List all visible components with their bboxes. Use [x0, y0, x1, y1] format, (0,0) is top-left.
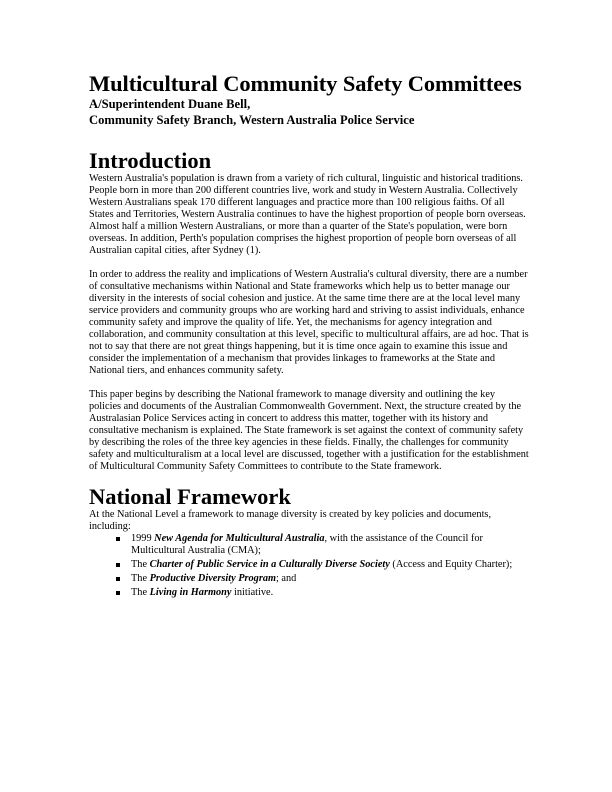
author-line: A/Superintendent Duane Bell,: [89, 97, 251, 111]
list-item: 1999 New Agenda for Multicultural Australia, with the assistance of the Council for Multicultural Australia (CMA);: [89, 533, 529, 557]
document-page: [89, 72, 529, 601]
square-bullet-icon: [116, 563, 120, 567]
list-item: The Productive Diversity Program; and: [89, 573, 529, 585]
section-heading-introduction: Introduction: [89, 148, 212, 173]
document-title: Multicultural Community Safety Committees: [89, 71, 522, 96]
intro-paragraph-3: This paper begins by describing the National framework to manage diversity and outlining the key policies and documents of the Australian Commonwealth Government. Next, the structure created by the Australasian Police Services acting in concert to address this matter, together with its history and consultative mechanism is explained. The State framework is set against the context of community safety by describing the roles of the three key agencies in these fields. Finally, the challenges for community safety and multiculturalism at a local level are discussed, together with a justification for the establishment of Multicultural Community Safety Committees to contribute to the State framework.: [89, 389, 529, 472]
list-item: The Charter of Public Service in a Culturally Diverse Society (Access and Equity Charter);: [89, 559, 529, 571]
list-item: The Living in Harmony initiative.: [89, 587, 529, 599]
national-framework-intro: At the National Level a framework to manage diversity is created by key policies and documents, including:: [89, 509, 492, 532]
square-bullet-icon: [116, 591, 120, 595]
intro-paragraph-1: Western Australia's population is drawn from a variety of rich cultural, linguistic and historical traditions. People born in more than 200 different countries live, work and study in Western Australia. Collectively Western Australians speak 170 different languages and practice more than 100 religious faiths. Of all States and Territories, Western Australia continues to have the highest proportion of people born overseas. Almost half a million Western Australians, or more than a quarter of the State's population, were born overseas. In addition, Perth's population comprises the highest proportion of people born overseas of all Australian capital cities, after Sydney (1).: [89, 173, 526, 256]
section-heading-national-framework: National Framework: [89, 484, 291, 509]
square-bullet-icon: [116, 537, 120, 541]
intro-paragraph-2: In order to address the reality and implications of Western Australia's cultural diversity, there are a number of consultative mechanisms within National and State frameworks which help us to better manage our diversity in the interests of social cohesion and justice. At the same time there are at the local level many service providers and community groups who are working hard and striving to assist individuals, enhance community safety and improve the quality of life. Yet, the mechanisms for agency integration and collaboration, and community consultation at this level, specific to multicultural affairs, are ad hoc. That is not to say that there are not great things happening, but it is time once again to examine this issue and consider the implementation of a mechanism that provides linkages to frameworks at the State and National tiers, and enhances community safety.: [89, 269, 529, 376]
square-bullet-icon: [116, 577, 120, 581]
policy-list: [89, 533, 529, 599]
affiliation-line: Community Safety Branch, Western Australia Police Service: [89, 113, 415, 127]
